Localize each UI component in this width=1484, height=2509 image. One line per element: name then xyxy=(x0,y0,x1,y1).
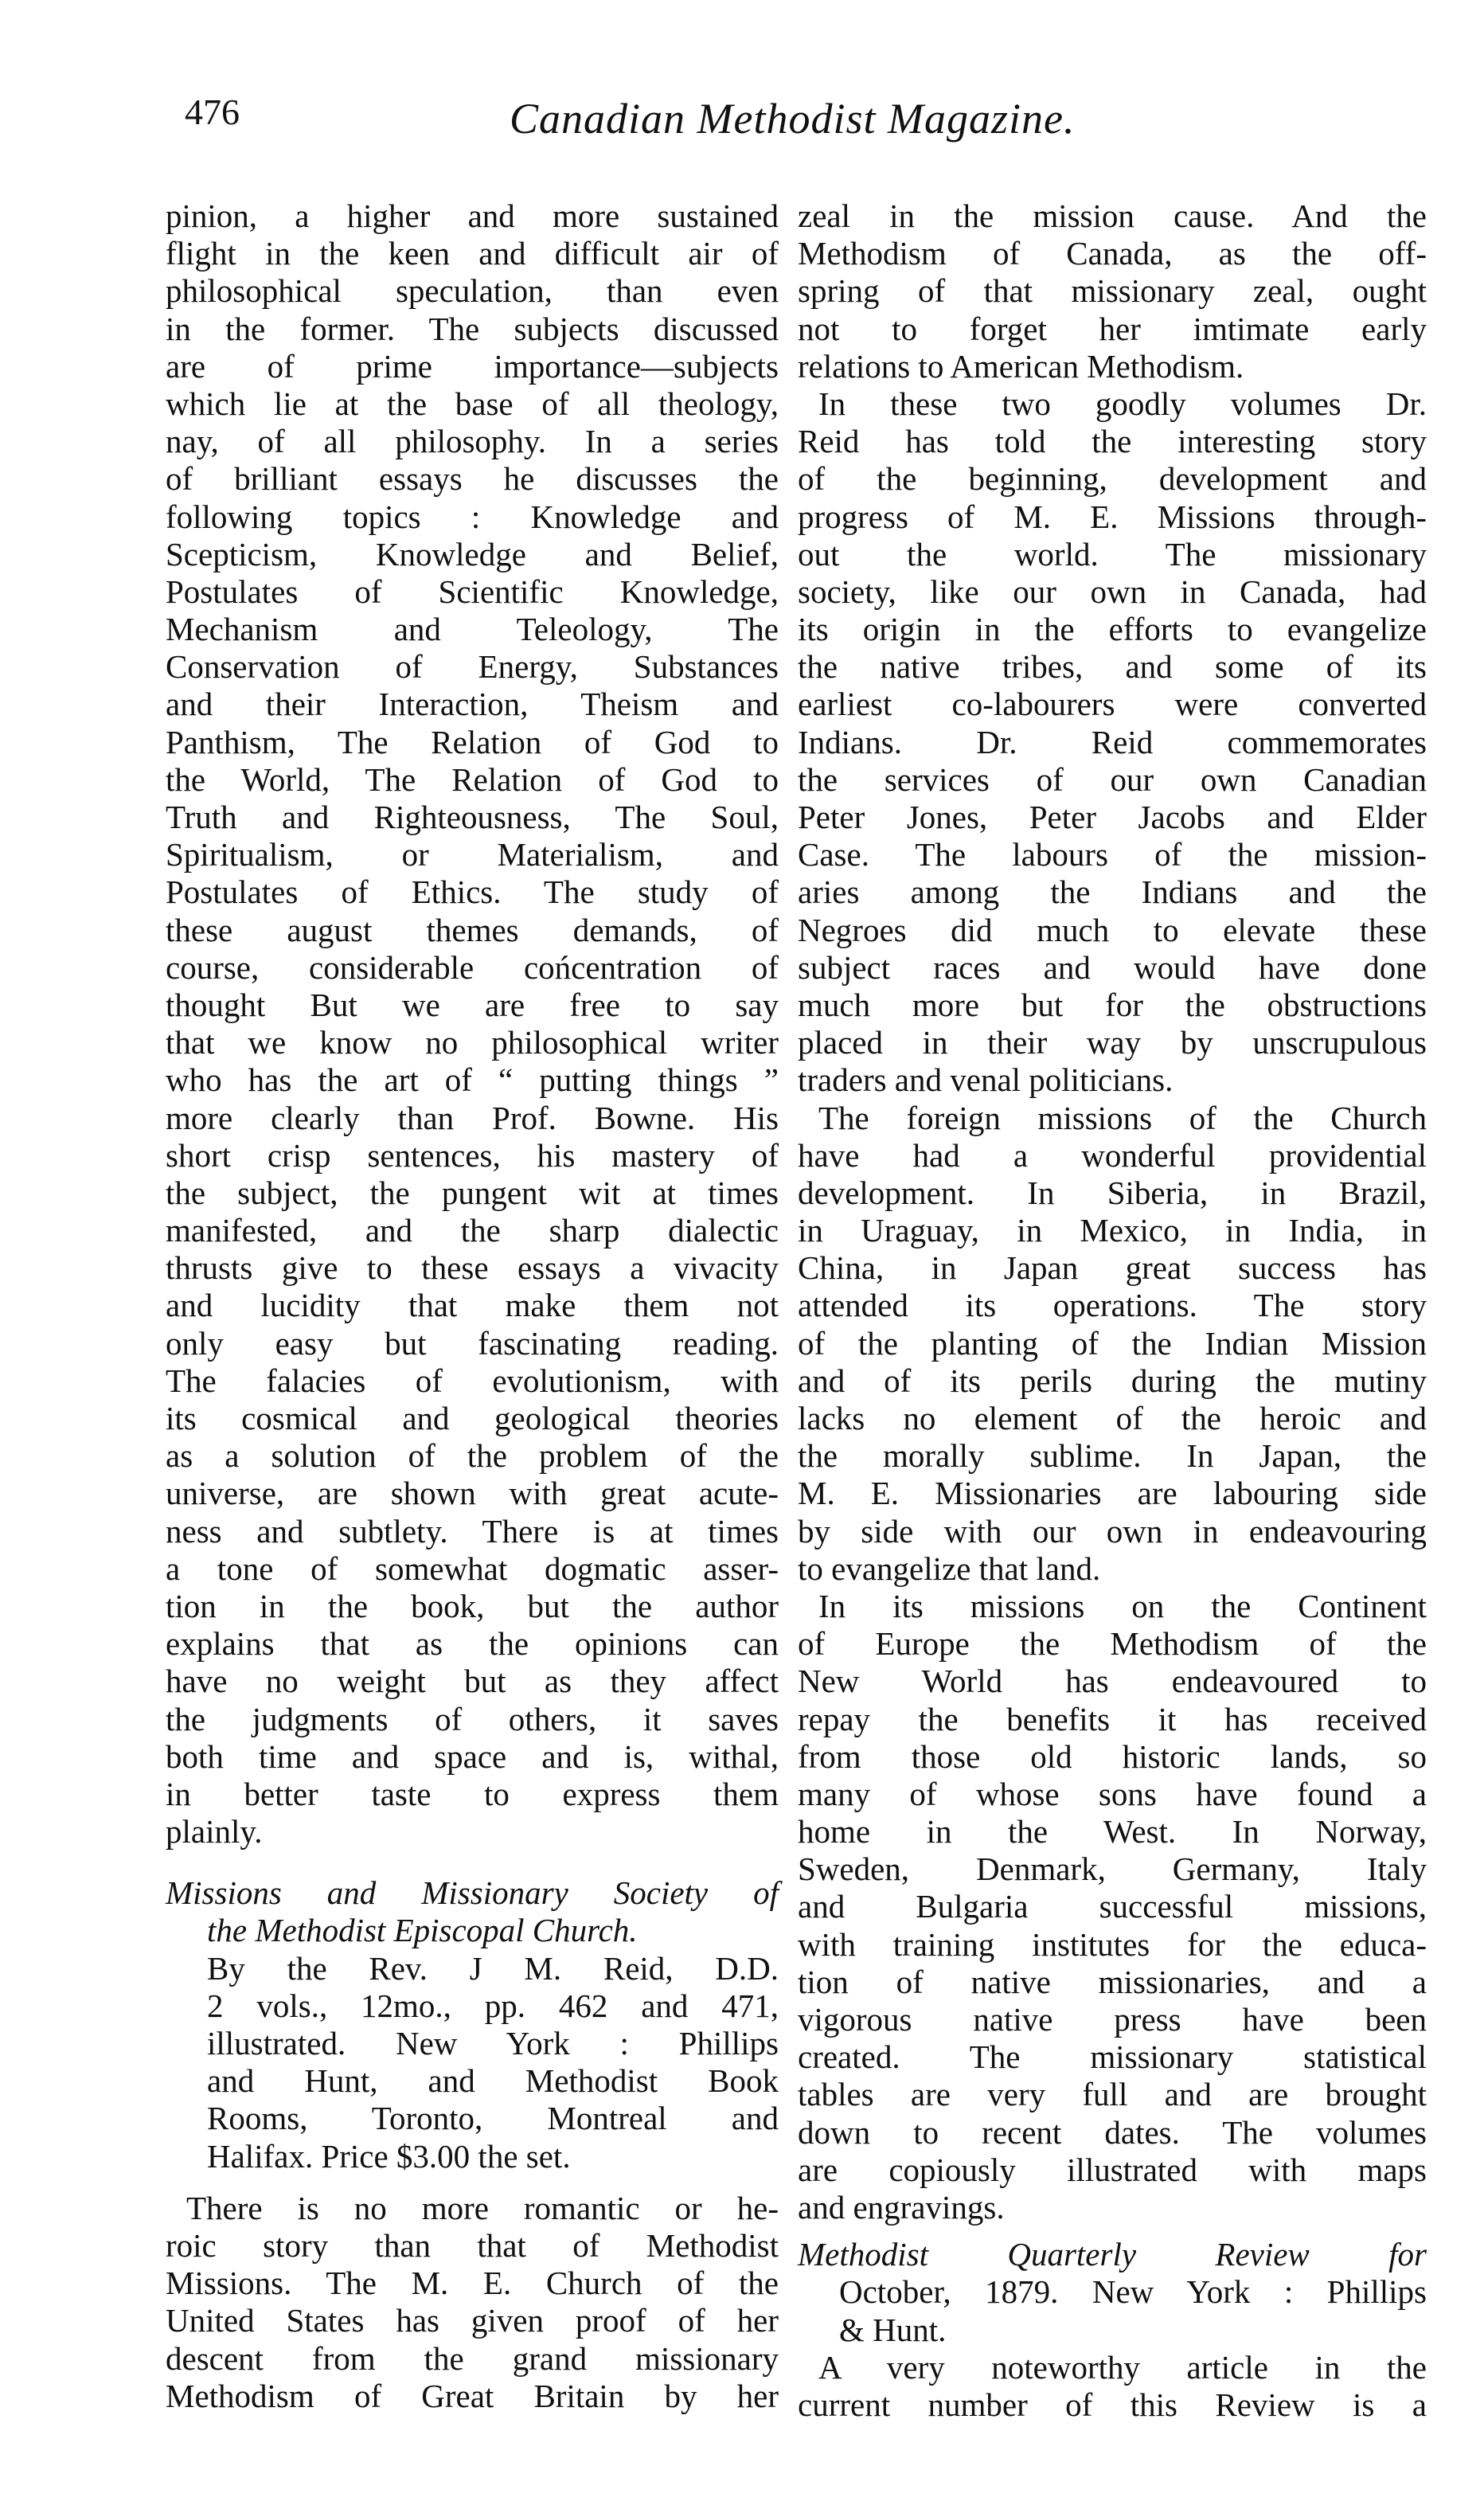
missions-review-paragraph xyxy=(166,2190,779,2415)
text-line: Truth and Righteousness, The Soul, xyxy=(166,799,779,835)
review-byline-line: & Hunt. xyxy=(839,2311,947,2348)
text-line: attended its operations. The story xyxy=(798,1287,1427,1324)
text-line: from those old historic lands, so xyxy=(798,1737,1427,1775)
review-title-line: Methodist Quarterly Review for xyxy=(798,2236,1427,2273)
text-line: There is no more romantic or he- xyxy=(186,2189,779,2226)
text-line: and of its perils during the mutiny xyxy=(798,1362,1427,1399)
text-line: have no weight but as they affect xyxy=(166,1663,779,1700)
text-line: philosophical speculation, than even xyxy=(166,272,779,310)
book-byline-line: illustrated. New York : Phillips xyxy=(207,2025,779,2062)
text-line: placed in their way by unscrupulous xyxy=(798,1024,1427,1061)
text-line: have had a wonderful providential xyxy=(798,1136,1427,1174)
text-line: more clearly than Prof. Bowne. His xyxy=(166,1099,779,1136)
text-line: M. E. Missionaries are labouring side xyxy=(798,1475,1427,1512)
text-line: subject races and would have done xyxy=(798,948,1427,986)
book-byline-line: 2 vols., 12mo., pp. 462 and 471, xyxy=(207,1987,779,2024)
text-line: Spiritualism, or Materialism, and xyxy=(166,836,779,873)
text-line: flight in the keen and difficult air of xyxy=(166,235,779,272)
text-line: Sweden, Denmark, Germany, Italy xyxy=(798,1850,1427,1888)
text-line: a tone of somewhat dogmatic asser- xyxy=(166,1550,779,1587)
text-line: Peter Jones, Peter Jacobs and Elder xyxy=(798,799,1427,835)
text-line: descent from the grand missionary xyxy=(166,2339,779,2377)
text-line: to evangelize that land. xyxy=(798,1550,1101,1587)
text-line: short crisp sentences, his mastery of xyxy=(166,1136,779,1174)
book-byline-line: Halifax. Price $3.00 the set. xyxy=(207,2137,571,2175)
text-line: Scepticism, Knowledge and Belief, xyxy=(166,535,779,573)
text-line: Postulates of Scientific Knowledge, xyxy=(166,573,779,610)
text-line: its origin in the efforts to evangelize xyxy=(798,611,1427,648)
quarterly-review-paragraph xyxy=(798,2349,1427,2424)
review-publisher: New York : Phillips xyxy=(1092,2273,1427,2311)
text-line: with training institutes for the educa- xyxy=(798,1925,1427,1963)
text-line: Missions. The M. E. Church of the xyxy=(166,2265,779,2302)
text-line: created. The missionary statistical xyxy=(798,2038,1427,2076)
text-line: relations to American Methodism. xyxy=(798,347,1244,385)
text-line: explains that as the opinions can xyxy=(166,1625,779,1663)
text-line: United States has given proof of her xyxy=(166,2302,779,2339)
text-line: the morally sublime. In Japan, the xyxy=(798,1437,1427,1475)
text-line: the services of our own Canadian xyxy=(798,760,1427,798)
text-line: aries among the Indians and the xyxy=(798,873,1427,911)
text-line: of brilliant essays he discusses the xyxy=(166,460,779,498)
paragraph xyxy=(798,385,1427,1100)
text-line: zeal in the mission cause. And the xyxy=(798,197,1427,234)
text-line: course, considerable cońcentration of xyxy=(166,948,779,986)
text-line: In these two goodly volumes Dr. xyxy=(818,385,1427,422)
right-column xyxy=(798,197,1427,2424)
text-line: Case. The labours of the mission- xyxy=(798,836,1427,873)
text-line: and engravings. xyxy=(798,2188,1005,2226)
text-line: nay, of all philosophy. In a series xyxy=(166,423,779,460)
book-byline-line: and Hunt, and Methodist Book xyxy=(207,2062,779,2100)
text-line: and their Interaction, Theism and xyxy=(166,686,779,723)
text-line: tables are very full and are brought xyxy=(798,2076,1427,2113)
text-line: ness and subtlety. There is at times xyxy=(166,1512,779,1550)
text-line: tion of native missionaries, and a xyxy=(798,1963,1427,2000)
text-line: the judgments of others, it saves xyxy=(166,1700,779,1737)
text-line: Conservation of Energy, Substances xyxy=(166,648,779,686)
quarterly-review-heading xyxy=(798,2236,1427,2349)
text-line: out the world. The missionary xyxy=(798,535,1427,573)
text-line: A very noteworthy article in the xyxy=(818,2348,1427,2386)
text-line: in Uraguay, in Mexico, in India, in xyxy=(798,1212,1427,1249)
text-line: The foreign missions of the Church xyxy=(818,1099,1427,1136)
review-date: October, 1879. xyxy=(839,2273,1059,2311)
text-line: vigorous native press have been xyxy=(798,2001,1427,2038)
paragraph xyxy=(798,1100,1427,1588)
text-line: which lie at the base of all theology, xyxy=(166,385,779,422)
text-line: home in the West. In Norway, xyxy=(798,1813,1427,1850)
missions-book-heading xyxy=(166,1874,779,2175)
text-line: in better taste to express them xyxy=(166,1775,779,1812)
section-gap xyxy=(798,2226,1427,2236)
text-line: repay the benefits it has received xyxy=(798,1700,1427,1737)
text-line: Methodism of Canada, as the off- xyxy=(798,235,1427,272)
text-line: Indians. Dr. Reid commemorates xyxy=(798,723,1427,760)
bowne-review-paragraph xyxy=(166,197,779,1850)
text-line: traders and venal politicians. xyxy=(798,1061,1174,1099)
missions-review-continued xyxy=(798,197,1427,385)
text-line: are of prime importance—subjects xyxy=(166,347,779,385)
text-line: many of whose sons have found a xyxy=(798,1775,1427,1812)
text-line: and lucidity that make them not xyxy=(166,1287,779,1324)
book-byline-line: By the Rev. J M. Reid, D.D. xyxy=(207,1949,779,1987)
text-line: of Europe the Methodism of the xyxy=(798,1625,1427,1663)
book-title-line: the Methodist Episcopal Church. xyxy=(207,1912,638,1949)
section-gap xyxy=(166,1850,779,1874)
text-line: its cosmical and geological theories xyxy=(166,1400,779,1436)
text-line: universe, are shown with great acute- xyxy=(166,1475,779,1512)
text-line: tion in the book, but the author xyxy=(166,1587,779,1624)
text-line: as a solution of the problem of the xyxy=(166,1437,779,1475)
text-line: development. In Siberia, in Brazil, xyxy=(798,1174,1427,1211)
book-title-line: Missions and Missionary Society of xyxy=(166,1874,779,1912)
text-line: these august themes demands, of xyxy=(166,911,779,948)
text-line: Reid has told the interesting story xyxy=(798,423,1427,460)
text-line: not to forget her imtimate early xyxy=(798,310,1427,347)
text-line: of the beginning, development and xyxy=(798,460,1427,498)
text-line: Mechanism and Teleology, The xyxy=(166,611,779,648)
text-line: the subject, the pungent wit at times xyxy=(166,1174,779,1211)
left-column xyxy=(166,197,779,2415)
text-line: Methodism of Great Britain by her xyxy=(166,2377,779,2414)
text-line: lacks no element of the heroic and xyxy=(798,1400,1427,1436)
review-title-line xyxy=(798,2273,1427,2311)
section-gap xyxy=(166,2175,779,2190)
text-line: only easy but fascinating reading. xyxy=(166,1324,779,1362)
page-number: 476 xyxy=(185,92,240,132)
text-line: New World has endeavoured to xyxy=(798,1663,1427,1700)
book-byline-line: Rooms, Toronto, Montreal and xyxy=(207,2100,779,2137)
text-line: pinion, a higher and more sustained xyxy=(166,197,779,234)
text-line: of the planting of the Indian Mission xyxy=(798,1324,1427,1362)
text-line: in the former. The subjects discussed xyxy=(166,310,779,347)
text-line: by side with our own in endeavouring xyxy=(798,1512,1427,1550)
text-line: spring of that missionary zeal, ought xyxy=(798,272,1427,310)
text-line: manifested, and the sharp dialectic xyxy=(166,1212,779,1249)
text-line: roic story than that of Methodist xyxy=(166,2226,779,2264)
text-line: progress of M. E. Missions through- xyxy=(798,498,1427,535)
text-line: who has the art of “ putting things ” xyxy=(166,1061,779,1099)
text-line: down to recent dates. The volumes xyxy=(798,2113,1427,2151)
text-line: thrusts give to these essays a vivacity xyxy=(166,1249,779,1287)
text-line: In its missions on the Continent xyxy=(818,1587,1427,1624)
text-line: current number of this Review is a xyxy=(798,2386,1427,2423)
text-line: much more but for the obstructions xyxy=(798,986,1427,1023)
text-line: both time and space and is, withal, xyxy=(166,1737,779,1775)
text-line: thought But we are free to say xyxy=(166,986,779,1023)
text-line: following topics : Knowledge and xyxy=(166,498,779,535)
text-line: the World, The Relation of God to xyxy=(166,760,779,798)
text-line: Postulates of Ethics. The study of xyxy=(166,873,779,911)
text-line: society, like our own in Canada, had xyxy=(798,573,1427,610)
paragraph xyxy=(798,1588,1427,2226)
text-line: China, in Japan great success has xyxy=(798,1249,1427,1287)
text-line: the native tribes, and some of its xyxy=(798,648,1427,686)
text-line: are copiously illustrated with maps xyxy=(798,2151,1427,2188)
text-line: that we know no philosophical writer xyxy=(166,1024,779,1061)
text-line: Negroes did much to elevate these xyxy=(798,911,1427,948)
running-title: Canadian Methodist Magazine. xyxy=(510,95,1076,143)
text-line: and Bulgaria successful missions, xyxy=(798,1888,1427,1925)
text-line: The falacies of evolutionism, with xyxy=(166,1362,779,1399)
text-line: earliest co-labourers were converted xyxy=(798,686,1427,723)
text-line: Panthism, The Relation of God to xyxy=(166,723,779,760)
text-line: plainly. xyxy=(166,1813,263,1850)
